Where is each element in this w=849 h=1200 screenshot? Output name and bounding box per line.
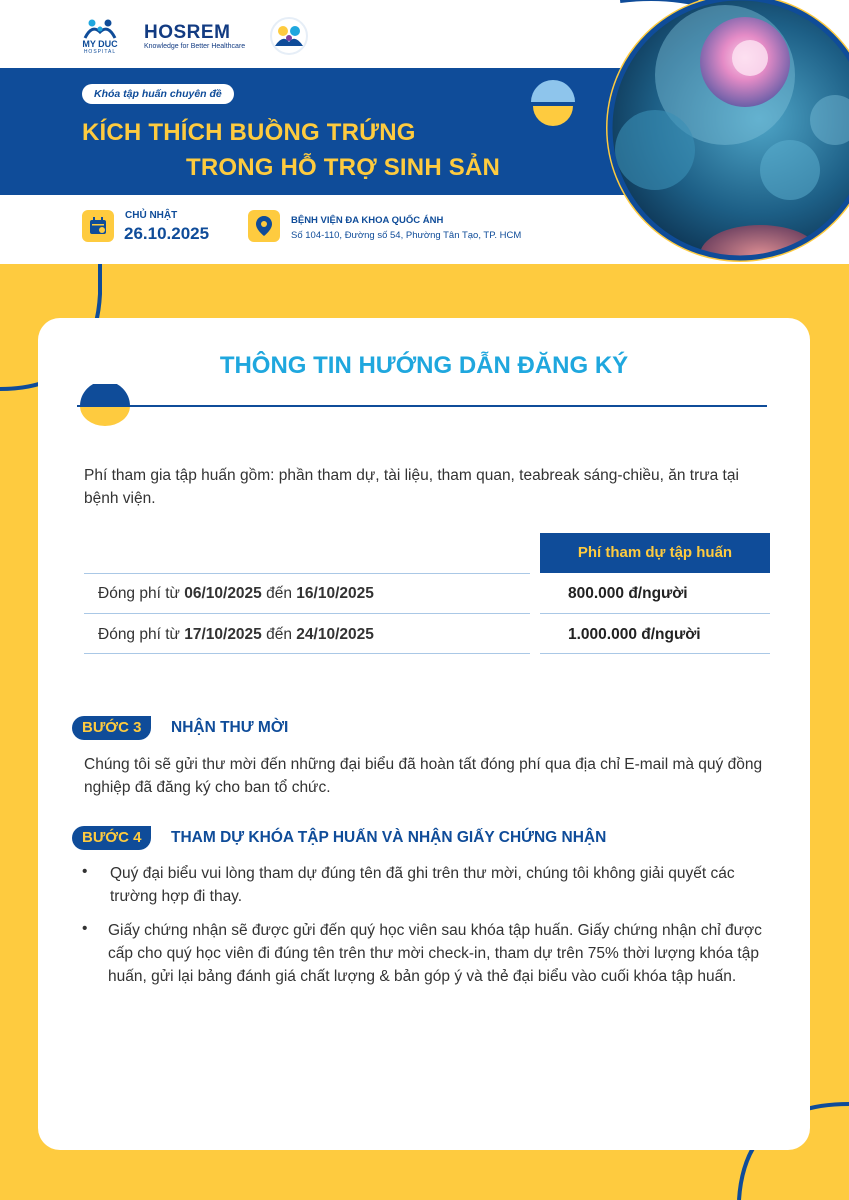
fee-table-header: Phí tham dự tập huấn xyxy=(540,533,770,573)
table-line xyxy=(84,573,530,574)
period-mid: đến xyxy=(261,626,297,643)
table-line xyxy=(540,653,770,654)
step3-text: Chúng tôi sẽ gửi thư mời đến những đại biểu đã hoàn tất đóng phí qua địa chỉ E-mail mà quý đồng nghiệp đã đăng ký cho ban tổ chức. xyxy=(84,756,763,796)
period-prefix: Đóng phí từ xyxy=(98,626,185,643)
course-label: Khóa tập huấn chuyên đề xyxy=(82,84,234,104)
fee-row-period xyxy=(98,626,374,644)
event-title-line1: KÍCH THÍCH BUỒNG TRỨNG xyxy=(82,119,416,146)
period-to: 24/10/2025 xyxy=(296,626,374,643)
section-title: THÔNG TIN HƯỚNG DẪN ĐĂNG KÝ xyxy=(219,352,629,379)
calendar-icon xyxy=(82,210,114,242)
step4-badge: BƯỚC 4 xyxy=(72,826,151,850)
date-value: 26.10.2025 xyxy=(124,224,210,243)
step4-bullet: Giấy chứng nhận sẽ được gửi đến quý học viên sau khóa tập huấn. Giấy chứng nhận chỉ được cấp cho quý học viên đi đúng tên trên thư mời check-in, tham dự trên 75% thời lượng khóa tập huấn, gửi lại bảng đánh giá chất lượng & bản góp ý và thẻ đại biểu vào cuối khóa tập huấn. xyxy=(108,922,762,985)
cell-image xyxy=(560,0,849,264)
hosrem-logo xyxy=(144,23,245,50)
location-pin-icon xyxy=(248,210,280,242)
step3-badge: BƯỚC 3 xyxy=(72,716,151,740)
step3-title: NHẬN THƯ MỜI xyxy=(171,719,289,736)
hosrem-tagline: Knowledge for Better Healthcare xyxy=(144,42,246,50)
myduc-name: MY DUC xyxy=(82,38,118,49)
period-from: 06/10/2025 xyxy=(184,585,262,602)
bullet-dot: • xyxy=(82,863,88,880)
myduc-sub: HOSPITAL xyxy=(83,48,117,55)
table-line xyxy=(84,613,530,614)
header-banner xyxy=(0,0,849,264)
date-label: CHỦ NHẬT xyxy=(125,210,178,221)
content-card xyxy=(38,318,810,1150)
location-address: Số 104-110, Đường số 54, Phường Tân Tạo, TP. HCM xyxy=(291,230,522,241)
bullet-dot: • xyxy=(82,920,88,937)
step4-bullet: Quý đại biểu vui lòng tham dự đúng tên đã ghi trên thư mời, chúng tôi không giải quyết các trường hợp đi thay. xyxy=(110,865,735,905)
event-title-line2: TRONG HỖ TRỢ SINH SẢN xyxy=(186,154,501,181)
period-prefix: Đóng phí từ xyxy=(98,585,185,602)
step4-title: THAM DỰ KHÓA TẬP HUẤN VÀ NHẬN GIẤY CHỨNG NHẬN xyxy=(171,829,607,846)
fee-row-price: 1.000.000 đ/người xyxy=(568,626,701,643)
half-circle-decor-icon xyxy=(525,80,581,128)
period-mid: đến xyxy=(261,585,297,602)
fee-intro: Phí tham gia tập huấn gồm: phần tham dự, tài liệu, tham quan, teabreak sáng-chiều, ăn trưa tại bệnh viện. xyxy=(84,467,739,507)
hosrem-name: HOSREM xyxy=(144,21,231,43)
myduc-logo xyxy=(80,18,120,55)
fee-row-period xyxy=(98,585,374,603)
fee-row-price: 800.000 đ/người xyxy=(568,585,688,602)
table-line xyxy=(540,613,770,614)
period-to: 16/10/2025 xyxy=(296,585,374,602)
table-line xyxy=(84,653,530,654)
society-emblem-icon xyxy=(269,16,309,56)
title-divider xyxy=(77,405,767,407)
period-from: 17/10/2025 xyxy=(184,626,262,643)
logos xyxy=(80,14,309,58)
myduc-people-icon xyxy=(82,18,118,40)
location-name: BỆNH VIỆN ĐA KHOA QUỐC ÁNH xyxy=(291,215,444,226)
